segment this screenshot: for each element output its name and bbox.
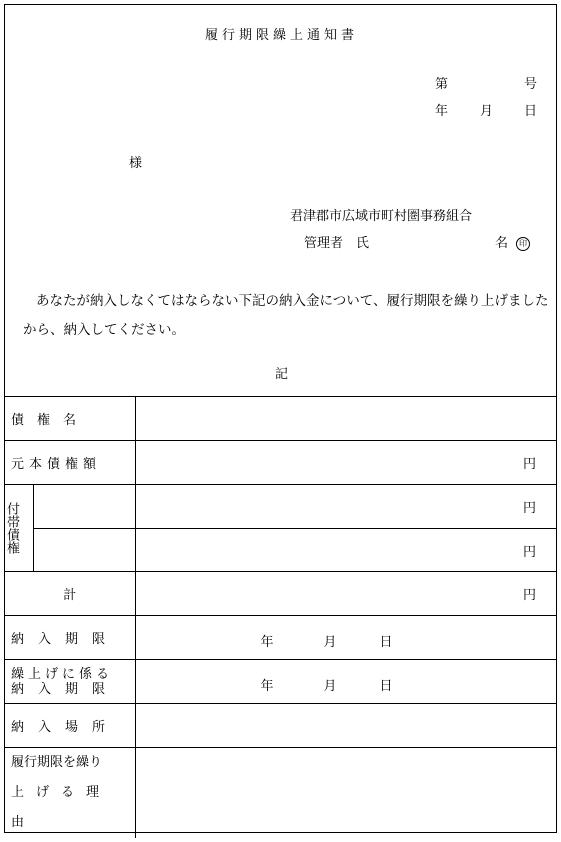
advanced-due-date-line2: 納入期限	[11, 681, 120, 697]
label-principal	[5, 441, 135, 485]
advanced-due-date-month: 月	[323, 678, 337, 694]
incidental-sub-2	[33, 529, 135, 572]
document-title: 履行期限繰上通知書	[204, 28, 358, 43]
table-row-total	[5, 572, 556, 616]
details-table	[5, 396, 556, 838]
value-incidental-2: 円	[135, 529, 556, 572]
principal-label: 元本債権額	[11, 457, 102, 472]
value-principal: 円	[135, 441, 556, 485]
issue-date-day: 日	[524, 104, 538, 119]
seal-icon: 印	[516, 237, 530, 251]
due-date-day: 日	[379, 634, 393, 650]
table-row-advanced-due-date	[5, 660, 556, 704]
label-principal-text	[5, 453, 135, 472]
table-row-incidental-1	[5, 485, 556, 529]
label-place	[5, 704, 135, 748]
table-row-principal	[5, 441, 556, 485]
incidental-label: 付帯債権	[4, 502, 19, 554]
issue-date-year: 年	[435, 104, 449, 119]
value-claim-name	[135, 397, 556, 441]
place-label: 納入場所	[11, 720, 120, 735]
due-date-month: 月	[323, 634, 337, 650]
table-row-claim-name	[5, 397, 556, 441]
reason-label	[5, 748, 135, 838]
incidental-sub-1	[33, 485, 135, 529]
reason-line2: 上げる理由	[11, 785, 112, 830]
value-due-date	[135, 616, 556, 660]
due-date-fields	[136, 631, 557, 650]
label-due-date	[5, 616, 135, 660]
due-date-year: 年	[260, 634, 274, 650]
table-row-reason	[5, 748, 556, 839]
label-claim-name	[5, 397, 135, 441]
label-incidental	[5, 485, 33, 572]
label-total: 計	[5, 572, 135, 616]
sender-organization: 君津郡市広域市町村圏事務組合	[290, 209, 473, 224]
sender-role: 管理者 氏	[304, 236, 370, 251]
due-date-label: 納入期限	[11, 632, 120, 647]
value-incidental-1: 円	[135, 485, 556, 529]
issue-date-month: 月	[480, 104, 494, 119]
value-total: 円	[135, 572, 556, 616]
document-number-prefix: 第	[435, 77, 449, 92]
table-row-due-date	[5, 616, 556, 660]
value-place	[135, 704, 556, 748]
advanced-due-date-year: 年	[260, 678, 274, 694]
value-reason	[135, 748, 556, 839]
recipient-honorific: 様	[129, 156, 143, 171]
document-number-suffix: 号	[524, 77, 538, 92]
name-suffix-label: 名	[495, 236, 509, 251]
value-advanced-due-date	[135, 660, 556, 704]
label-advanced-due-date	[5, 660, 135, 704]
label-place-text	[5, 716, 135, 735]
ki-label: 記	[274, 367, 288, 382]
notice-paragraph: あなたが納入しなくてはならない下記の納入金について、履行期限を繰り上げましたから、納入してください。	[23, 293, 549, 338]
label-due-date-text	[5, 628, 135, 647]
advanced-due-date-fields	[136, 675, 557, 694]
sender-name-suffix	[495, 232, 530, 251]
advanced-due-date-line1: 繰上げに係る	[11, 666, 114, 682]
notice-document	[4, 4, 557, 833]
claim-name-label: 債 権 名	[11, 413, 77, 428]
reason-line1: 履行期限を繰り	[11, 755, 103, 770]
table-row-place	[5, 704, 556, 748]
table-row-incidental-2	[5, 529, 556, 572]
advanced-due-date-label	[5, 667, 135, 697]
notice-body	[23, 287, 553, 345]
advanced-due-date-day: 日	[379, 678, 393, 694]
label-claim-name-text	[5, 409, 135, 428]
label-reason	[5, 748, 135, 839]
